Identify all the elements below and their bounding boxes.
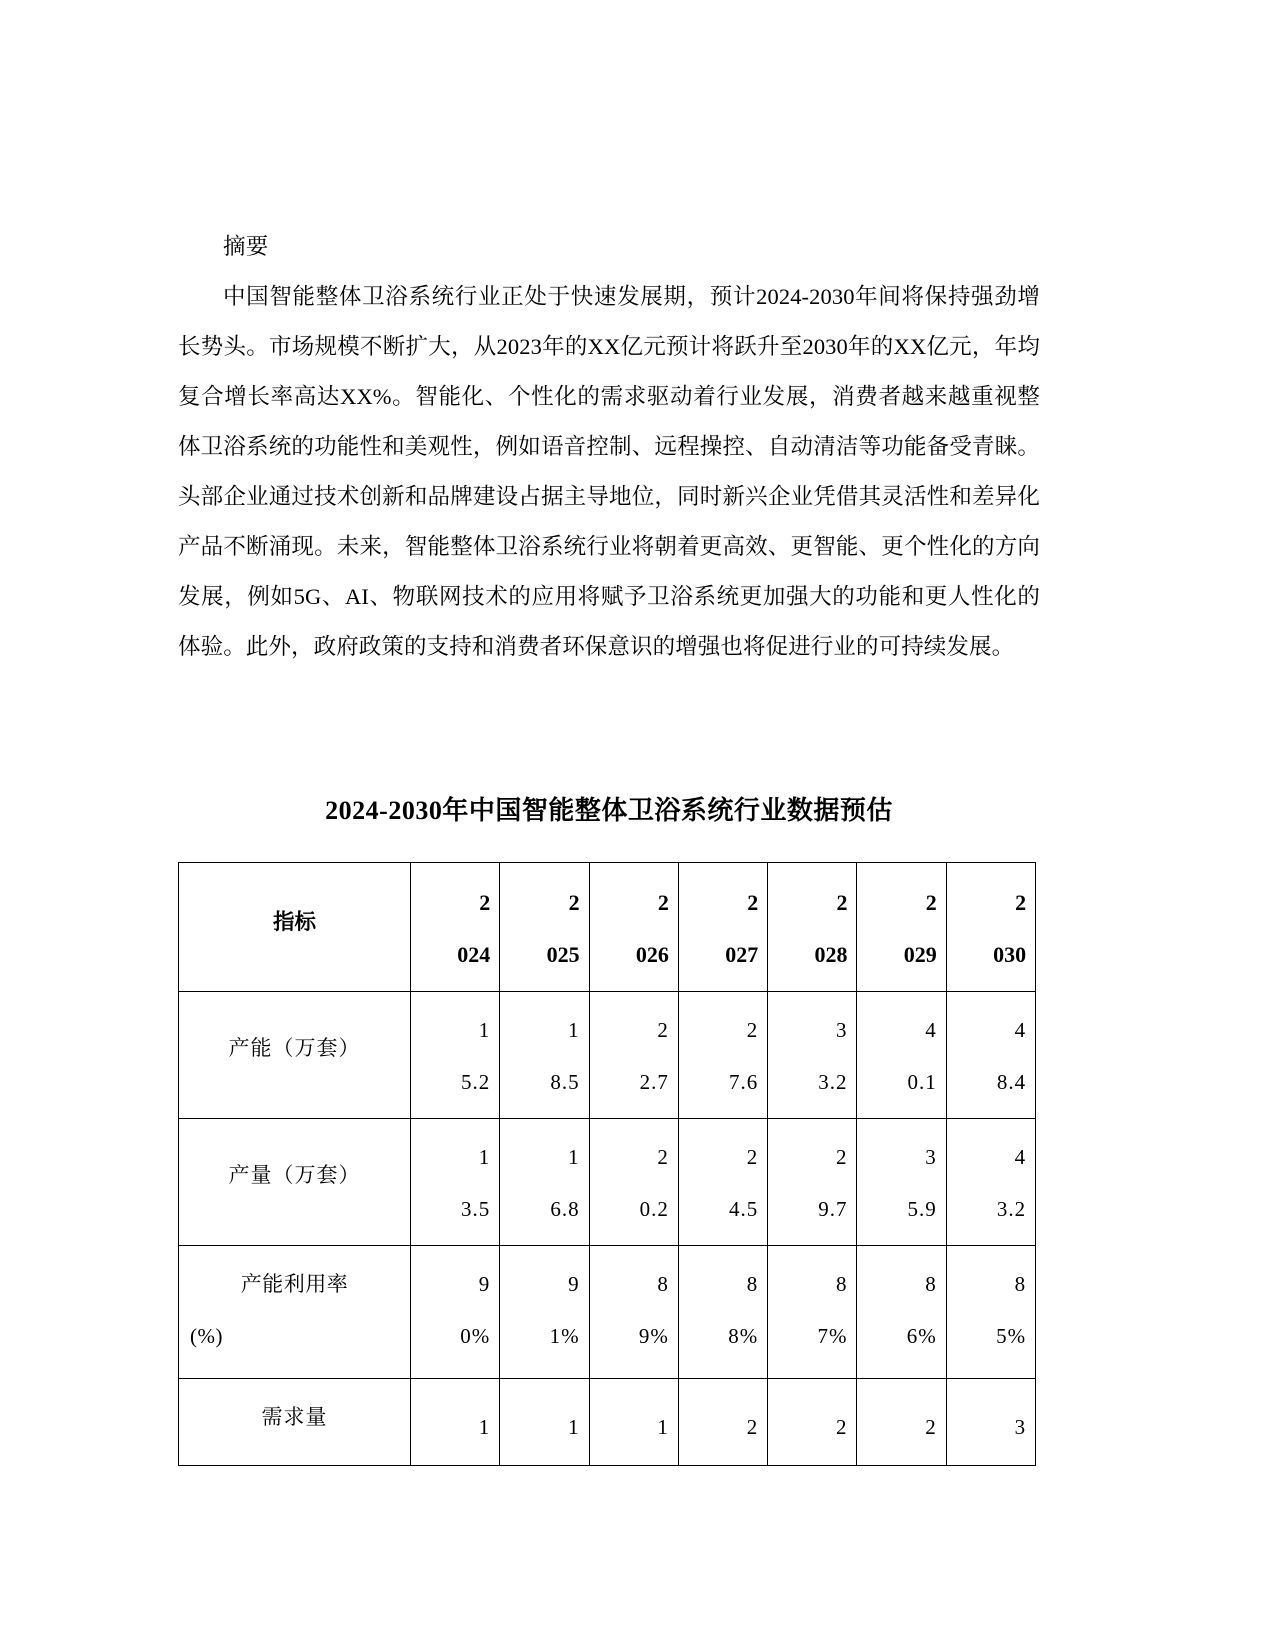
- cell-line1: 1: [568, 1145, 580, 1169]
- cell-line2: 1%: [549, 1324, 580, 1348]
- cell-line2: 8.4: [996, 1070, 1027, 1094]
- header-2026-line2: 026: [635, 942, 669, 967]
- data-table-container: [178, 862, 1036, 1466]
- cell-line2: 0.1: [907, 1070, 937, 1094]
- cell-line1: 2: [835, 1415, 848, 1439]
- header-cell-2024: [411, 863, 500, 992]
- cell-line2: 4.5: [728, 1197, 759, 1221]
- row-label-output: [179, 1119, 411, 1246]
- table-row: [179, 992, 1036, 1119]
- cell-utilization-2030: [946, 1246, 1035, 1379]
- cell-capacity-2027: [678, 992, 767, 1119]
- cell-line2: 3.5: [461, 1197, 491, 1221]
- cell-line2: 6%: [906, 1324, 937, 1348]
- cell-line2: 7%: [817, 1324, 848, 1348]
- cell-line2: 0.2: [639, 1197, 669, 1221]
- cell-demand-2029: [857, 1379, 946, 1466]
- cell-line2: 5.2: [461, 1070, 491, 1094]
- cell-line1: 4: [1014, 1018, 1027, 1042]
- header-metric-label: 指标: [272, 910, 316, 934]
- cell-line2: 3.2: [818, 1070, 848, 1094]
- cell-output-2025: [500, 1119, 589, 1246]
- table-row: [179, 1119, 1036, 1246]
- row-label-demand: [179, 1379, 411, 1466]
- header-cell-2028: [768, 863, 857, 992]
- cell-utilization-2027: [678, 1246, 767, 1379]
- table-row: [179, 1379, 1036, 1466]
- table-row: [179, 1246, 1036, 1379]
- header-2024-line1: 2: [479, 890, 491, 915]
- cell-demand-2030: [946, 1379, 1035, 1466]
- header-2025-line1: 2: [568, 890, 580, 915]
- row-label-demand-text: 需求量: [261, 1405, 328, 1429]
- cell-line1: 1: [478, 1018, 491, 1042]
- cell-line1: 2: [657, 1018, 669, 1042]
- cell-output-2029: [857, 1119, 946, 1246]
- header-cell-2025: [500, 863, 589, 992]
- cell-line1: 4: [925, 1018, 937, 1042]
- table-title: 2024-2030年中国智能整体卫浴系统行业数据预估: [325, 796, 893, 825]
- cell-line2: 8.5: [550, 1070, 580, 1094]
- header-2026-line1: 2: [657, 890, 669, 915]
- cell-line1: 3: [925, 1145, 937, 1169]
- cell-capacity-2029: [857, 992, 946, 1119]
- cell-line1: 1: [568, 1415, 580, 1439]
- abstract-heading: 摘要: [223, 234, 269, 259]
- cell-line1: 1: [657, 1415, 669, 1439]
- cell-line1: 2: [746, 1415, 759, 1439]
- cell-line2: 0%: [460, 1324, 491, 1348]
- cell-line1: 1: [478, 1145, 491, 1169]
- header-2030-line2: 030: [993, 942, 1027, 967]
- cell-output-2027: [678, 1119, 767, 1246]
- cell-line1: 9: [478, 1272, 491, 1296]
- header-2030-line1: 2: [1015, 890, 1027, 915]
- cell-demand-2026: [589, 1379, 678, 1466]
- row-label-utilization-text: 产能利用率: [240, 1272, 349, 1296]
- industry-data-table: [178, 862, 1036, 1466]
- cell-demand-2025: [500, 1379, 589, 1466]
- row-label-utilization: [179, 1246, 411, 1379]
- header-2028-line2: 028: [814, 942, 848, 967]
- row-label-output-text: 产量（万套）: [228, 1163, 361, 1187]
- header-cell-2027: [678, 863, 767, 992]
- cell-line1: 3: [1014, 1415, 1027, 1439]
- row-label-capacity-text: 产能（万套）: [228, 1036, 361, 1060]
- cell-line1: 2: [657, 1145, 669, 1169]
- abstract-paragraph: 中国智能整体卫浴系统行业正处于快速发展期，预计2024-2030年间将保持强劲增长势头。市场规模不断扩大，从2023年的XX亿元预计将跃升至2030年的XX亿元，年均复合增长率高达XX%。智能化、个性化的需求驱动着行业发展，消费者越来越重视整体卫浴系统的功能性和美观性，例如语音控制、远程操控、自动清洁等功能备受青睐。头部企业通过技术创新和品牌建设占据主导地位，同时新兴企业凭借其灵活性和差异化产品不断涌现。未来，智能整体卫浴系统行业将朝着更高效、更智能、更个性化的方向发展，例如5G、AI、物联网技术的应用将赋予卫浴系统更加强大的功能和更人性化的体验。此外，政府政策的支持和消费者环保意识的增强也将促进行业的可持续发展。: [178, 284, 1040, 659]
- cell-capacity-2030: [946, 992, 1035, 1119]
- cell-line2: 7.6: [728, 1070, 759, 1094]
- cell-utilization-2028: [768, 1246, 857, 1379]
- cell-output-2026: [589, 1119, 678, 1246]
- cell-line1: 2: [746, 1018, 759, 1042]
- header-2027-line2: 027: [725, 942, 759, 967]
- header-cell-2030: [946, 863, 1035, 992]
- cell-capacity-2025: [500, 992, 589, 1119]
- cell-line1: 4: [1014, 1145, 1027, 1169]
- cell-line1: 8: [1014, 1272, 1027, 1296]
- cell-line2: 8%: [728, 1324, 759, 1348]
- cell-line2: 6.8: [550, 1197, 580, 1221]
- cell-line1: 3: [835, 1018, 848, 1042]
- table-header-row: [179, 863, 1036, 992]
- cell-line1: 8: [746, 1272, 759, 1296]
- cell-line2: 9.7: [818, 1197, 848, 1221]
- header-cell-2026: [589, 863, 678, 992]
- row-label-utilization-unit: (%): [190, 1324, 223, 1348]
- cell-line1: 2: [925, 1415, 937, 1439]
- cell-utilization-2025: [500, 1246, 589, 1379]
- cell-demand-2028: [768, 1379, 857, 1466]
- cell-utilization-2026: [589, 1246, 678, 1379]
- cell-line1: 8: [657, 1272, 669, 1296]
- cell-demand-2027: [678, 1379, 767, 1466]
- cell-line1: 1: [478, 1415, 491, 1439]
- cell-line2: 2.7: [639, 1070, 669, 1094]
- header-2024-line2: 024: [457, 942, 491, 967]
- cell-line1: 9: [568, 1272, 580, 1296]
- cell-line1: 8: [925, 1272, 937, 1296]
- cell-line2: 3.2: [996, 1197, 1027, 1221]
- cell-output-2024: [411, 1119, 500, 1246]
- header-cell-metric: [179, 863, 411, 992]
- cell-capacity-2026: [589, 992, 678, 1119]
- cell-demand-2024: [411, 1379, 500, 1466]
- cell-utilization-2024: [411, 1246, 500, 1379]
- cell-line2: 5.9: [907, 1197, 937, 1221]
- header-2027-line1: 2: [747, 890, 759, 915]
- cell-line1: 2: [835, 1145, 848, 1169]
- cell-output-2028: [768, 1119, 857, 1246]
- cell-line1: 2: [746, 1145, 759, 1169]
- header-2028-line1: 2: [836, 890, 848, 915]
- header-cell-2029: [857, 863, 946, 992]
- cell-utilization-2029: [857, 1246, 946, 1379]
- cell-capacity-2028: [768, 992, 857, 1119]
- header-2025-line2: 025: [546, 942, 580, 967]
- header-2029-line1: 2: [925, 890, 937, 915]
- row-label-capacity: [179, 992, 411, 1119]
- abstract-section: [178, 222, 1040, 672]
- cell-output-2030: [946, 1119, 1035, 1246]
- cell-line2: 9%: [638, 1324, 669, 1348]
- header-2029-line2: 029: [903, 942, 937, 967]
- cell-line1: 1: [568, 1018, 580, 1042]
- cell-line1: 8: [835, 1272, 848, 1296]
- cell-line2: 5%: [996, 1324, 1027, 1348]
- cell-capacity-2024: [411, 992, 500, 1119]
